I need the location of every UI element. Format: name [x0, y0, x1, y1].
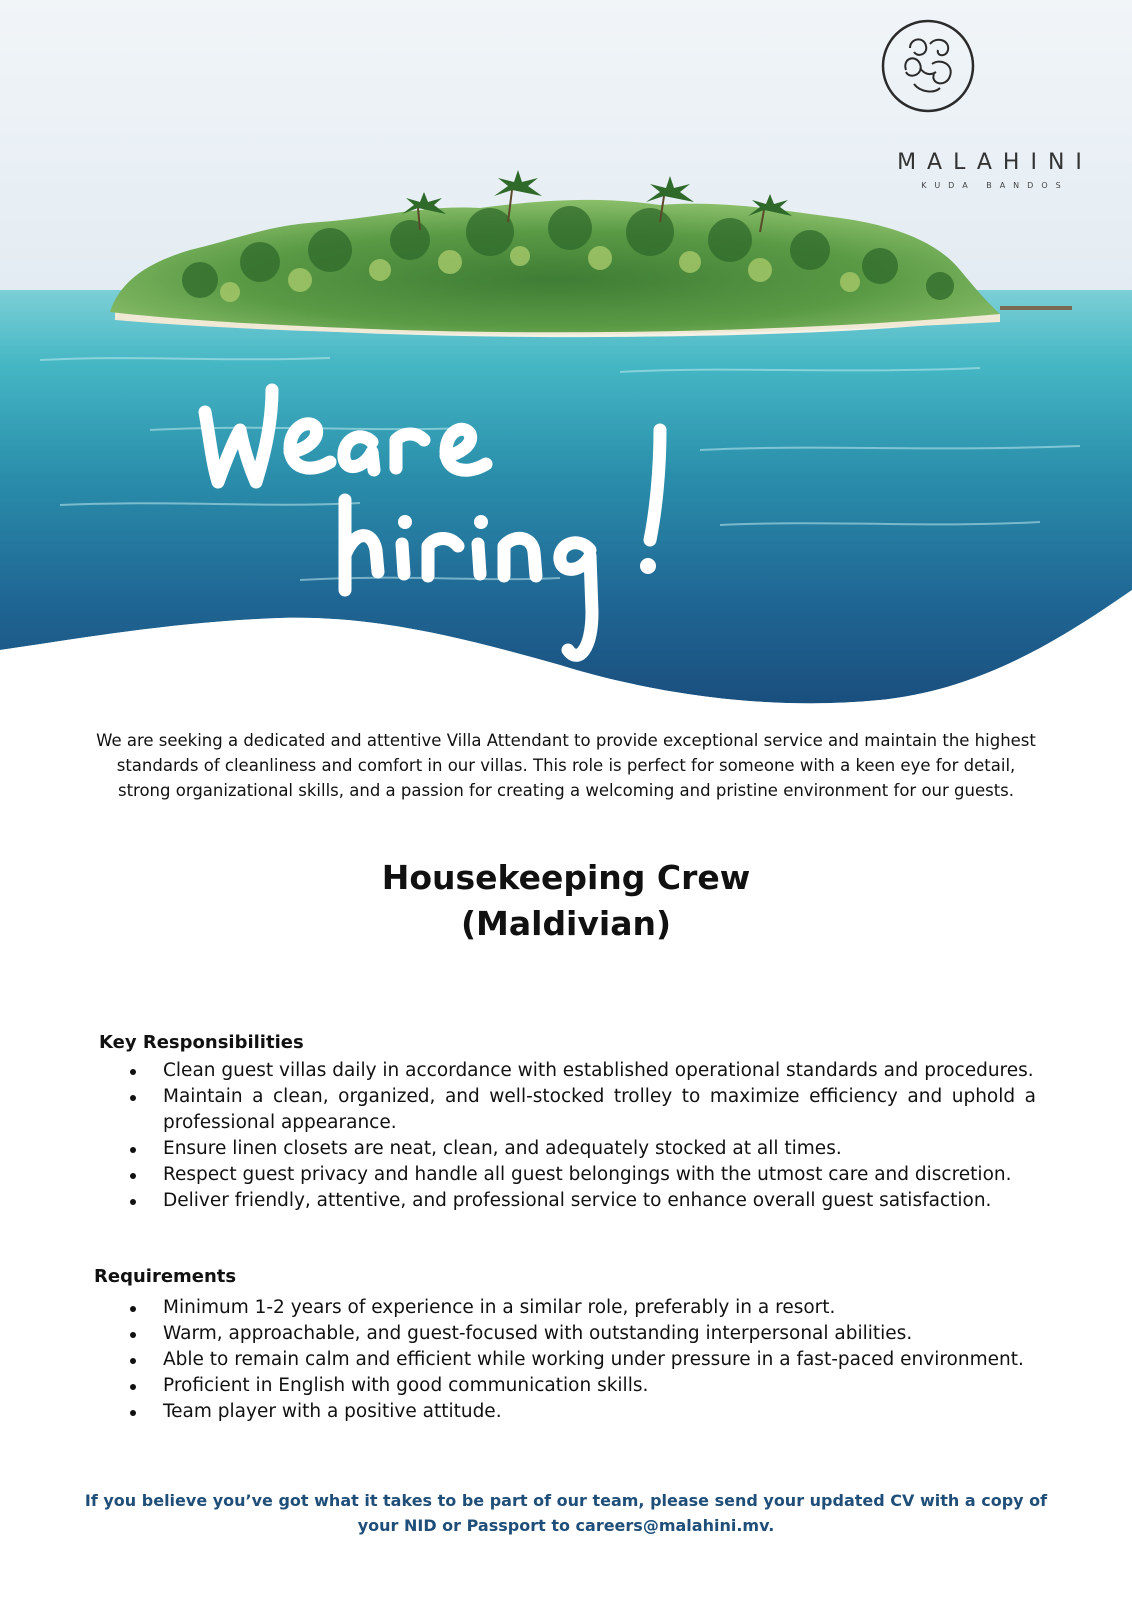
responsibilities-heading: Key Responsibilities [99, 1032, 304, 1053]
bullet-icon [130, 1069, 136, 1075]
job-title-line-2: (Maldivian) [460, 904, 672, 943]
bullet-icon [130, 1173, 136, 1179]
job-title [0, 855, 1132, 947]
list-item: Ensure linen closets are neat, clean, and adequately stocked at all times. [130, 1136, 1036, 1162]
swirl-logo-icon [880, 18, 976, 114]
bullet-icon [130, 1306, 136, 1312]
bullet-icon [130, 1095, 136, 1101]
list-item: Proficient in English with good communication skills. [130, 1373, 1036, 1399]
list-item: Minimum 1-2 years of experience in a similar role, preferably in a resort. [130, 1295, 1036, 1321]
brand-name: MALAHINI [897, 150, 1093, 175]
bullet-icon [130, 1384, 136, 1390]
bullet-icon [130, 1199, 136, 1205]
bullet-icon [130, 1410, 136, 1416]
list-item: Able to remain calm and efficient while working under pressure in a fast-paced environment. [130, 1347, 1036, 1373]
list-item: Deliver friendly, attentive, and professional service to enhance overall guest satisfaction. [130, 1188, 1036, 1214]
intro-paragraph: We are seeking a dedicated and attentive Villa Attendant to provide exceptional service and maintain the highest standards of cleanliness and comfort in our villas. This role is perfect for someone with a keen eye for detail, strong organizational skills, and a passion for creating a welcoming and pristine environment for our guests. [96, 731, 1036, 800]
bullet-icon [130, 1332, 136, 1338]
list-item: Clean guest villas daily in accordance with established operational standards and procedures. [130, 1058, 1036, 1084]
list-item: Warm, approachable, and guest-focused with outstanding interpersonal abilities. [130, 1321, 1036, 1347]
list-item: Team player with a positive attitude. [130, 1399, 1036, 1425]
application-instructions: If you believe you’ve got what it takes to be part of our team, please send your updated CV with a copy of your NID or Passport to careers@malahini.mv. [84, 1491, 1048, 1535]
hero-banner [0, 0, 1132, 705]
requirements-list [130, 1295, 1036, 1425]
list-item: Maintain a clean, organized, and well-stocked trolley to maximize efficiency and uphold a professional appearance. [130, 1084, 1036, 1136]
brand-subtitle: KUDA BANDOS [921, 181, 1069, 190]
responsibilities-list [130, 1058, 1036, 1214]
bullet-icon [130, 1358, 136, 1364]
brand-logo [880, 18, 1110, 188]
requirements-heading: Requirements [94, 1266, 237, 1287]
bullet-icon [130, 1147, 136, 1153]
list-item: Respect guest privacy and handle all guest belongings with the utmost care and discretion. [130, 1162, 1036, 1188]
job-title-line-1: Housekeeping Crew [381, 858, 751, 897]
